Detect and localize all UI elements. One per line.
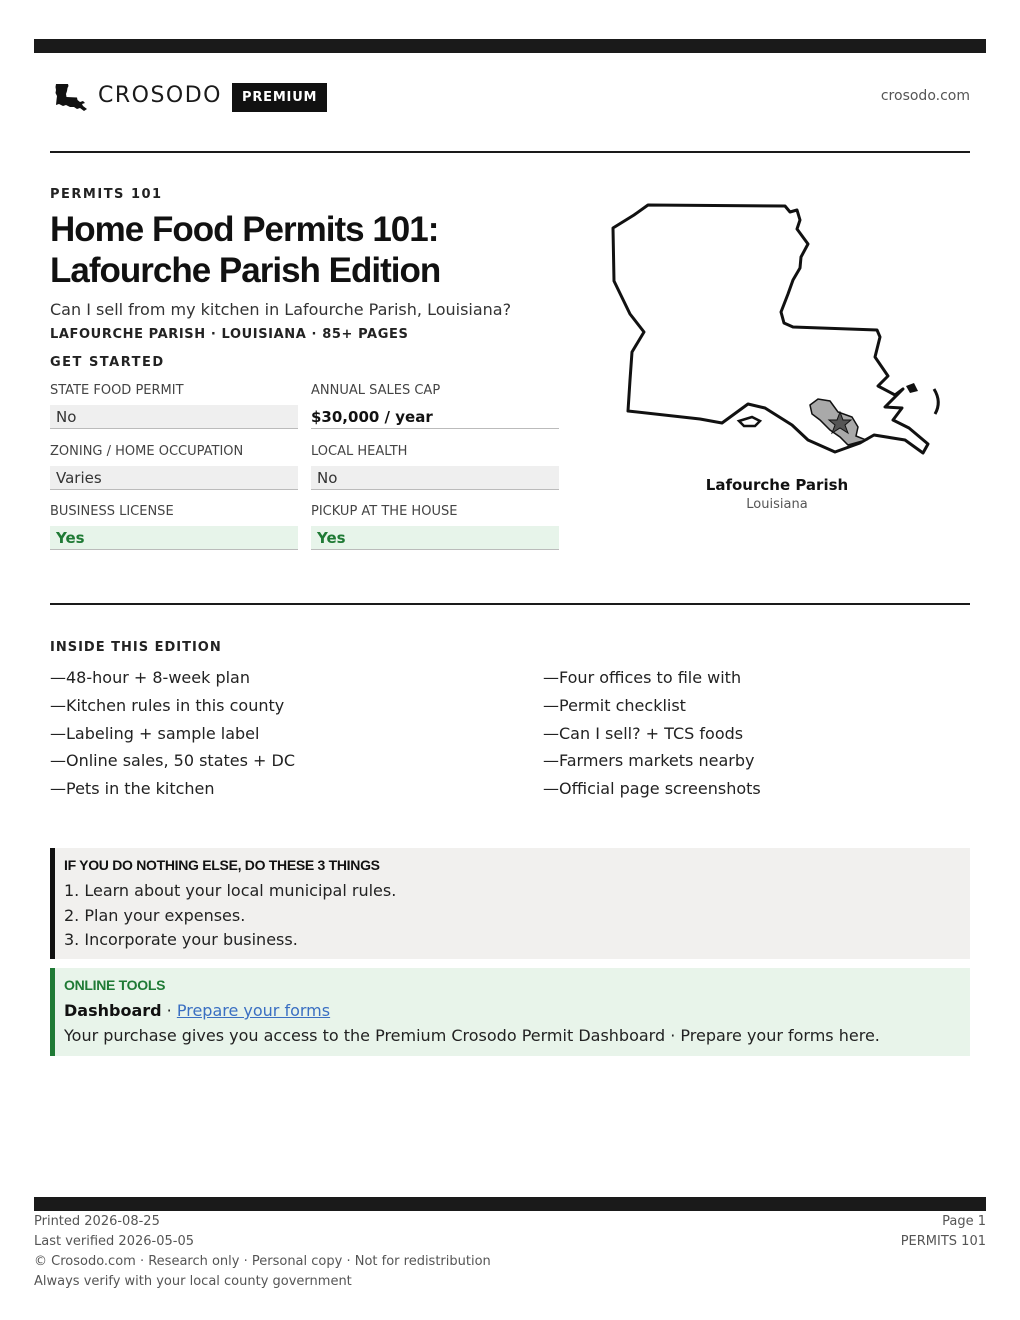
verify-note: Always verify with your local county government — [34, 1274, 352, 1289]
fact-value: Varies — [50, 466, 298, 490]
list-item: —Pets in the kitchen — [50, 779, 215, 798]
louisiana-map — [600, 195, 960, 460]
map-state-name: Louisiana — [746, 497, 808, 512]
list-item: —Kitchen rules in this county — [50, 695, 285, 715]
fact-local-health — [311, 443, 559, 490]
top-rule-bar — [34, 39, 986, 53]
list-item: —Four offices to file with — [543, 668, 742, 687]
tools-dashboard-line — [64, 1000, 970, 1022]
three-things-callout — [50, 848, 970, 959]
callout-title: IF YOU DO NOTHING ELSE, DO THESE 3 THINGS — [64, 857, 380, 873]
list-item: —Can I sell? + TCS foods — [543, 723, 744, 743]
page-title — [50, 209, 590, 291]
footer-right — [901, 1212, 986, 1252]
prepare-forms-link[interactable]: Prepare your forms — [176, 1001, 331, 1020]
get-started-heading: GET STARTED — [50, 355, 165, 370]
list-item: 3. Incorporate your business. — [64, 930, 298, 949]
fact-value: No — [50, 405, 298, 429]
callout-list — [64, 879, 970, 953]
lake-shape — [739, 417, 760, 426]
header-divider — [50, 151, 970, 153]
site-url[interactable]: crosodo.com — [880, 88, 970, 104]
map-parish-name: Lafourche Parish — [705, 476, 849, 494]
fact-label: STATE FOOD PERMIT — [50, 383, 184, 398]
fact-label: PICKUP AT THE HOUSE — [311, 504, 458, 519]
fact-zoning — [50, 443, 298, 490]
title-line-1: Home Food Permits 101: — [50, 210, 439, 249]
island-shape — [934, 389, 938, 414]
section-divider — [50, 603, 970, 605]
fact-annual-sales-cap — [311, 382, 559, 429]
fact-label: LOCAL HEALTH — [311, 444, 408, 459]
fact-label: ANNUAL SALES CAP — [311, 383, 441, 398]
island-shape-2 — [906, 383, 918, 393]
list-item: —Farmers markets nearby — [543, 751, 755, 771]
online-tools-callout — [50, 968, 970, 1056]
page-number: Page 1 — [942, 1214, 986, 1229]
fact-value: Yes — [311, 526, 559, 550]
list-item: —Official page screenshots — [543, 779, 761, 798]
state-outline — [613, 205, 928, 453]
toc-left-list — [50, 667, 295, 806]
list-item: 2. Plan your expenses. — [64, 905, 246, 925]
page-meta: LAFOURCHE PARISH · LOUISIANA · 85+ PAGES — [50, 327, 409, 342]
fact-label: ZONING / HOME OCCUPATION — [50, 444, 244, 459]
fact-value: No — [311, 466, 559, 490]
footer-section: PERMITS 101 — [900, 1234, 986, 1249]
brand-name: CROSODO — [98, 83, 223, 108]
tools-title: ONLINE TOOLS — [64, 977, 166, 993]
fact-business-license — [50, 503, 298, 550]
section-kicker: PERMITS 101 — [50, 187, 163, 202]
footer-left — [34, 1212, 491, 1292]
header — [50, 78, 970, 118]
title-line-2: Lafourche Parish Edition — [50, 251, 441, 290]
list-item: —Online sales, 50 states + DC — [50, 751, 296, 771]
toc-right-list — [543, 667, 761, 806]
fact-value: $30,000 / year — [311, 405, 559, 429]
fact-state-food-permit — [50, 382, 298, 429]
copyright-text: © Crosodo.com · Research only · Personal copy · Not for redistribution — [34, 1254, 491, 1269]
fact-label: BUSINESS LICENSE — [50, 504, 174, 519]
list-item: —Permit checklist — [543, 695, 686, 715]
fact-pickup — [311, 503, 559, 550]
fact-value: Yes — [50, 526, 298, 550]
list-item: —Labeling + sample label — [50, 723, 260, 743]
verified-date: Last verified 2026-05-05 — [34, 1234, 194, 1249]
tools-description: Your purchase gives you access to the Premium Crosodo Permit Dashboard · Prepare your forms here. — [64, 1026, 880, 1045]
inside-edition-heading: INSIDE THIS EDITION — [50, 640, 222, 655]
page-subtitle: Can I sell from my kitchen in Lafourche Parish, Louisiana? — [50, 300, 512, 319]
list-item: 1. Learn about your local municipal rules. — [64, 881, 397, 900]
bottom-rule-bar — [34, 1197, 986, 1211]
printed-date: Printed 2026-08-25 — [34, 1214, 160, 1229]
list-item: —48-hour + 8-week plan — [50, 668, 250, 687]
premium-badge: PREMIUM — [232, 83, 327, 112]
louisiana-state-icon — [53, 82, 89, 112]
separator: · — [161, 1001, 177, 1020]
dashboard-label: Dashboard — [64, 1001, 162, 1020]
